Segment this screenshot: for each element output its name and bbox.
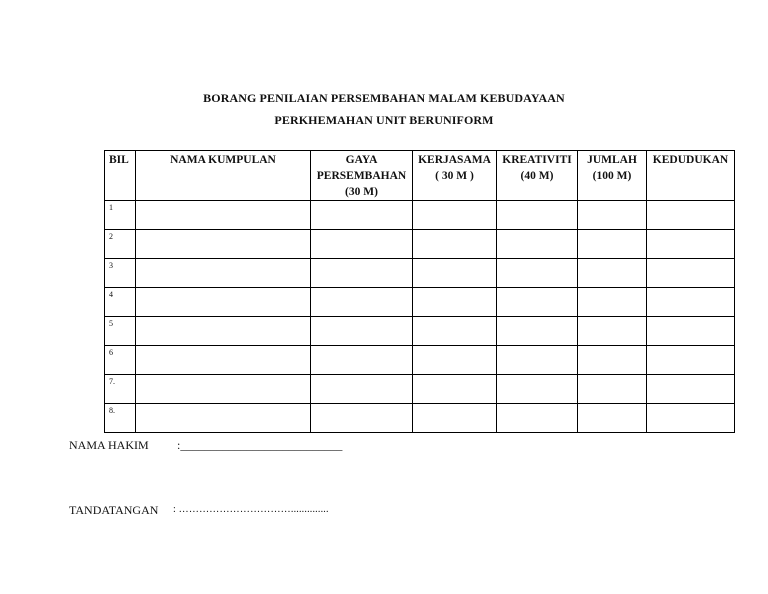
row-number: 4 [105,288,136,317]
column-header-bil: BIL [105,151,136,201]
judge-name-field [69,438,343,453]
row-number: 7. [105,375,136,404]
cell-nama-kumpulan[interactable] [136,317,311,346]
cell-jumlah[interactable] [578,201,647,230]
form-subtitle: PERKHEMAHAN UNIT BERUNIFORM [274,113,494,127]
cell-jumlah[interactable] [578,375,647,404]
column-header-gaya-persembahan: GAYA PERSEMBAHAN (30 M) [311,151,413,201]
cell-nama-kumpulan[interactable] [136,201,311,230]
cell-kreativiti[interactable] [497,375,578,404]
cell-kedudukan[interactable] [647,288,735,317]
cell-gaya-persembahan[interactable] [311,201,413,230]
cell-kreativiti[interactable] [497,288,578,317]
cell-nama-kumpulan[interactable] [136,346,311,375]
cell-gaya-persembahan[interactable] [311,230,413,259]
cell-jumlah[interactable] [578,346,647,375]
table-row [105,201,735,230]
cell-nama-kumpulan[interactable] [136,288,311,317]
cell-gaya-persembahan[interactable] [311,404,413,433]
cell-gaya-persembahan[interactable] [311,259,413,288]
cell-kedudukan[interactable] [647,346,735,375]
signature-label: TANDATANGAN [69,503,159,517]
signature-field [69,503,329,518]
cell-jumlah[interactable] [578,404,647,433]
column-header-jumlah: JUMLAH (100 M) [578,151,647,201]
cell-kerjasama[interactable] [413,346,497,375]
table-row [105,404,735,433]
cell-jumlah[interactable] [578,317,647,346]
cell-kerjasama[interactable] [413,288,497,317]
cell-kedudukan[interactable] [647,230,735,259]
header-row [105,151,735,201]
judge-name-label: NAMA HAKIM [69,438,149,452]
cell-kerjasama[interactable] [413,317,497,346]
row-number: 5 [105,317,136,346]
cell-nama-kumpulan[interactable] [136,404,311,433]
cell-kerjasama[interactable] [413,201,497,230]
cell-jumlah[interactable] [578,230,647,259]
cell-kreativiti[interactable] [497,201,578,230]
row-number: 1 [105,201,136,230]
cell-kreativiti[interactable] [497,230,578,259]
cell-gaya-persembahan[interactable] [311,346,413,375]
cell-kedudukan[interactable] [647,404,735,433]
table-row [105,259,735,288]
cell-gaya-persembahan[interactable] [311,288,413,317]
cell-gaya-persembahan[interactable] [311,317,413,346]
table-row [105,346,735,375]
row-number: 8. [105,404,136,433]
cell-kreativiti[interactable] [497,259,578,288]
cell-kedudukan[interactable] [647,259,735,288]
assessment-table [104,150,735,433]
column-header-kreativiti: KREATIVITI (40 M) [497,151,578,201]
table-row [105,230,735,259]
column-header-kerjasama: KERJASAMA ( 30 M ) [413,151,497,201]
cell-nama-kumpulan[interactable] [136,230,311,259]
cell-kedudukan[interactable] [647,375,735,404]
cell-kreativiti[interactable] [497,317,578,346]
cell-kreativiti[interactable] [497,346,578,375]
cell-kreativiti[interactable] [497,404,578,433]
row-number: 2 [105,230,136,259]
cell-nama-kumpulan[interactable] [136,375,311,404]
cell-kerjasama[interactable] [413,375,497,404]
cell-kedudukan[interactable] [647,201,735,230]
cell-kerjasama[interactable] [413,404,497,433]
row-number: 3 [105,259,136,288]
cell-kerjasama[interactable] [413,230,497,259]
table-row [105,317,735,346]
form-title: BORANG PENILAIAN PERSEMBAHAN MALAM KEBUDAYAAN [203,91,565,105]
cell-nama-kumpulan[interactable] [136,259,311,288]
cell-kerjasama[interactable] [413,259,497,288]
column-header-nama-kumpulan: NAMA KUMPULAN [136,151,311,201]
cell-gaya-persembahan[interactable] [311,375,413,404]
column-header-kedudukan: KEDUDUKAN [647,151,735,201]
cell-jumlah[interactable] [578,259,647,288]
row-number: 6 [105,346,136,375]
table-row [105,375,735,404]
cell-jumlah[interactable] [578,288,647,317]
cell-kedudukan[interactable] [647,317,735,346]
table-row [105,288,735,317]
signature-line[interactable]: : …………………………….............. [173,504,329,515]
judge-name-line[interactable]: :___________________________ [177,438,343,452]
